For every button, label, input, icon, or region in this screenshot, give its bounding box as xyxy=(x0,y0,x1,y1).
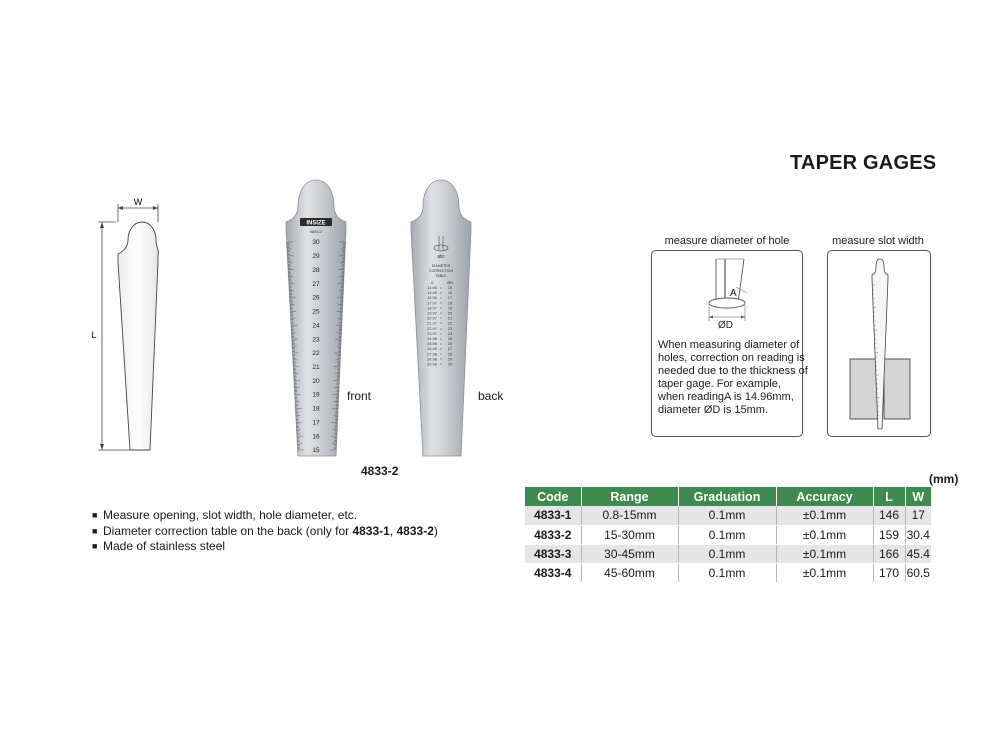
correction-a: 19.97 xyxy=(427,311,437,316)
feature-list xyxy=(92,508,438,555)
hole-label-a: A xyxy=(730,288,737,299)
back-title-3: TABLE xyxy=(435,274,447,278)
header-l: L xyxy=(873,487,905,506)
bullet-icon: ■ xyxy=(92,510,98,520)
scale-number: 27 xyxy=(312,280,320,288)
correction-d: 16 xyxy=(447,291,453,296)
correction-a: 25.98 xyxy=(427,342,437,347)
dimension-drawing xyxy=(88,192,168,460)
scale-number: 19 xyxy=(312,391,320,399)
feature-item: ■ Measure opening, slot width, hole diameter, etc. xyxy=(92,508,358,522)
brand-logo: INSIZE xyxy=(306,220,326,227)
scale-number: 21 xyxy=(312,364,320,371)
correction-a: 22.97 xyxy=(427,326,437,331)
correction-d: 30 xyxy=(447,362,453,367)
correction-eq: = xyxy=(439,286,443,290)
scale-number: 25 xyxy=(312,308,320,316)
correction-d: 27 xyxy=(447,347,453,352)
correction-d: 17 xyxy=(447,296,453,301)
back-title-1: DIAMETER xyxy=(431,264,451,268)
back-label: back xyxy=(478,389,504,403)
unit-label: (mm) xyxy=(929,472,959,486)
correction-d: 28 xyxy=(447,352,453,357)
slot-panel xyxy=(827,250,931,437)
correction-a: 14.96 xyxy=(427,286,437,290)
correction-a: 18.97 xyxy=(427,306,437,311)
correction-a: 15.96 xyxy=(427,291,437,296)
correction-d: 23 xyxy=(447,326,453,331)
correction-eq: = xyxy=(439,326,443,331)
correction-d: 15 xyxy=(447,286,453,290)
w-label: W xyxy=(133,197,143,207)
correction-a: 27.98 xyxy=(427,352,437,357)
scale-number: 16 xyxy=(312,433,320,441)
correction-eq: = xyxy=(439,342,443,347)
spec-table xyxy=(525,487,931,583)
feature-item: ■ Made of stainless steel xyxy=(92,539,226,553)
table-header-row xyxy=(525,487,931,506)
correction-eq: = xyxy=(439,357,443,362)
correction-eq: = xyxy=(439,316,443,321)
header-graduation: Graduation xyxy=(678,487,776,506)
feature-item: ■ Diameter correction table on the back (only for 4833-1, 4833-2) xyxy=(92,523,438,538)
correction-d: 19 xyxy=(447,306,453,311)
correction-d: 24 xyxy=(447,331,453,336)
correction-eq: = xyxy=(439,321,443,326)
correction-a: 23.97 xyxy=(427,331,437,336)
table-row: 4833-2 15-30mm 0.1mm ±0.1mm 159 30.4 xyxy=(525,525,931,544)
correction-a: 29.98 xyxy=(427,362,437,367)
hole-panel-caption: measure diameter of hole xyxy=(664,235,790,247)
correction-d: 18 xyxy=(447,301,453,306)
correction-eq: = xyxy=(439,337,443,341)
hole-label-d: ØD xyxy=(718,320,733,331)
correction-eq: = xyxy=(439,352,443,357)
scale-number: 29 xyxy=(312,253,320,261)
correction-eq: = xyxy=(439,301,443,306)
slot-diagram xyxy=(828,251,930,436)
correction-eq: = xyxy=(439,331,443,336)
hole-diagram xyxy=(652,251,802,341)
back-title-2: CORRECTION xyxy=(428,269,454,273)
bullet-icon: ■ xyxy=(92,541,98,551)
correction-eq: = xyxy=(439,296,443,301)
correction-d: 25 xyxy=(447,337,453,341)
correction-d: 21 xyxy=(447,316,453,321)
scale-number: 17 xyxy=(312,419,320,427)
correction-d: 20 xyxy=(447,311,453,316)
correction-d: 26 xyxy=(447,342,453,347)
table-row: 4833-1 0.8-15mm 0.1mm ±0.1mm 146 17 xyxy=(525,506,931,525)
scale-number: 26 xyxy=(312,294,320,302)
scale-number: 23 xyxy=(312,336,320,344)
slot-panel-caption: measure slot width xyxy=(832,235,924,247)
correction-eq: = xyxy=(439,347,443,352)
scale-number: 20 xyxy=(312,377,320,385)
scale-number: 28 xyxy=(312,266,320,274)
scale-number: 24 xyxy=(312,322,320,330)
l-label: L xyxy=(91,330,97,340)
correction-eq: = xyxy=(439,311,443,316)
correction-eq: = xyxy=(439,306,443,311)
table-row: 4833-4 45-60mm 0.1mm ±0.1mm 170 60.5 xyxy=(525,563,931,582)
correction-a: 16.96 xyxy=(427,296,437,301)
correction-eq: = xyxy=(439,291,443,296)
table-row: 4833-3 30-45mm 0.1mm ±0.1mm 166 45.4 xyxy=(525,544,931,563)
scale-number: 18 xyxy=(312,405,320,413)
front-label: front xyxy=(347,389,372,403)
correction-a: 26.98 xyxy=(427,347,437,352)
correction-d: 22 xyxy=(447,321,453,326)
bullet-icon: ■ xyxy=(92,525,98,536)
gage-front xyxy=(278,178,350,460)
correction-a: 21.97 xyxy=(427,321,437,326)
scale-number: 15 xyxy=(312,447,320,455)
header-accuracy: Accuracy xyxy=(776,487,873,506)
scale-number: 22 xyxy=(312,350,320,358)
page-title: TAPER GAGES xyxy=(790,152,937,174)
header-code: Code xyxy=(525,487,581,506)
ring-label: ØD xyxy=(437,254,445,259)
back-col-a: A xyxy=(430,280,434,285)
correction-a: 28.98 xyxy=(427,357,437,362)
model-small: 4833-2 xyxy=(309,229,323,234)
hole-panel-text: When measuring diameter of holes, correction on reading is needed due to the thickness of taper gage. For example, when readingA is 14.96mm, diameter ØD is 15mm. xyxy=(658,339,808,416)
model-label: 4833-2 xyxy=(361,464,399,478)
hole-panel xyxy=(651,250,808,437)
header-range: Range xyxy=(581,487,678,506)
correction-d: 29 xyxy=(447,357,453,362)
correction-a: 20.97 xyxy=(427,316,437,321)
scale-number: 30 xyxy=(312,239,320,247)
correction-eq: = xyxy=(439,362,443,367)
correction-a: 24.98 xyxy=(427,337,437,341)
header-w: W xyxy=(905,487,931,506)
back-col-d: ØD xyxy=(447,280,453,285)
gage-back xyxy=(403,178,475,460)
correction-a: 17.97 xyxy=(427,301,437,306)
